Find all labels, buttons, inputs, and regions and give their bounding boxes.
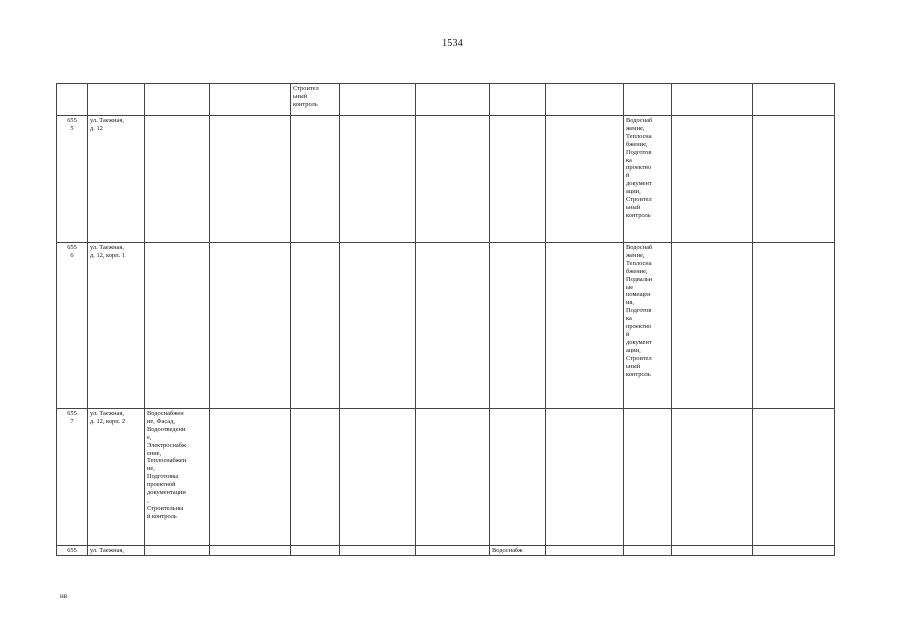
table-cell [546,546,624,556]
footer-mark: нв [60,592,68,600]
table-cell [416,409,490,546]
page-number: 1534 [442,38,463,49]
table-cell [753,116,835,243]
table-cell [624,84,672,116]
table-row [57,409,835,546]
table-cell [340,116,416,243]
table-cell: Водоснабжен ие, Фасад, Водоотведени е, Электроснабж ение, Теплоснабжен ие, Подготовка проектной документации , Строительны й контроль [145,409,210,546]
table-cell: Водоснаб жение, Теплосна бжение, Подвальн ые помещен ия, Подготов ка проектно й документ ации, Строител ьный контроль [624,243,672,409]
table-cell [753,84,835,116]
table-cell [340,546,416,556]
address-cell: ул. Таежная, [88,546,145,556]
table-cell: Водоснаб жение, Теплосна бжение, Подготов ка проектно й документ ации, Строител ьный контроль [624,116,672,243]
table-cell [490,116,546,243]
table-cell [210,409,291,546]
table-cell [210,243,291,409]
table-cell: Строител ьный контроль [291,84,340,116]
table-cell [753,243,835,409]
table-row [57,84,835,116]
table-cell [145,243,210,409]
row-number-cell [57,84,88,116]
table-row [57,243,835,409]
row-number-cell: 655 [57,546,88,556]
row-number-cell: 655 6 [57,243,88,409]
row-number-cell: 655 5 [57,116,88,243]
table-cell [490,409,546,546]
table-cell [672,243,753,409]
table-cell: Водоснабж [490,546,546,556]
table-cell [624,546,672,556]
table-cell [416,116,490,243]
table-cell [416,84,490,116]
table-cell [340,243,416,409]
table-cell [546,84,624,116]
table-cell [624,409,672,546]
table-cell [672,409,753,546]
table-cell [490,243,546,409]
table-cell [210,116,291,243]
table-cell [416,546,490,556]
table-cell [546,409,624,546]
table-cell [145,84,210,116]
table-cell [546,116,624,243]
table-row [57,116,835,243]
table-cell [340,409,416,546]
table-cell [210,84,291,116]
table-cell [145,116,210,243]
address-cell: ул. Таежная, д. 12 [88,116,145,243]
table-cell [210,546,291,556]
table-cell [291,409,340,546]
table-cell [672,116,753,243]
table-cell [546,243,624,409]
table-row [57,546,835,556]
address-cell: ул. Таежная, д. 12, корп. 2 [88,409,145,546]
table-cell [291,546,340,556]
address-cell: ул. Таежная, д. 12, корп. 1 [88,243,145,409]
table-cell [672,84,753,116]
address-cell [88,84,145,116]
table-cell [291,116,340,243]
row-number-cell: 655 7 [57,409,88,546]
table-cell [340,84,416,116]
table-cell [145,546,210,556]
table-cell [672,546,753,556]
table-cell [490,84,546,116]
table-cell [291,243,340,409]
table-cell [753,409,835,546]
table-cell [753,546,835,556]
data-table [56,83,835,556]
table-cell [416,243,490,409]
